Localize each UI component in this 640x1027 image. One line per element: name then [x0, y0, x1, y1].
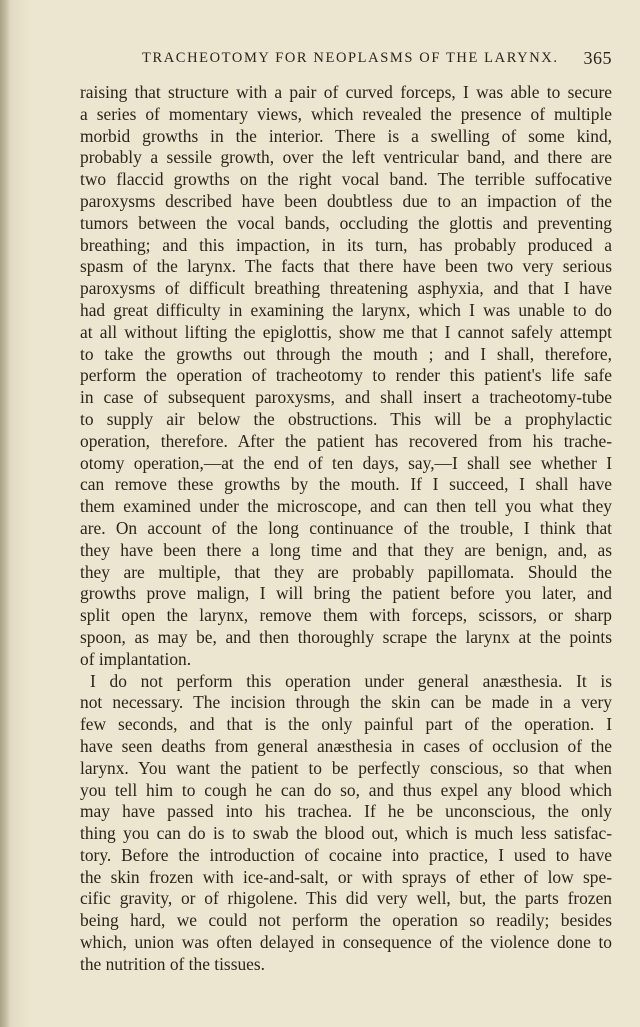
text-line: to supply air below the obstructions. This will be a prophylactic: [80, 408, 612, 429]
text-line: thing you can do is to swab the blood out, which is much less satisfac-: [80, 823, 612, 844]
text-line: paroxysms of difficult breathing threatening asphyxia, and that I have: [80, 278, 612, 299]
text-line: being hard, we could not perform the operation so readily; besides: [80, 910, 612, 931]
text-line: which, union was often delayed in consequence of the violence done to: [80, 932, 612, 953]
text-line: probably a sessile growth, over the left ventricular band, and there are: [80, 147, 612, 168]
text-line: tory. Before the introduction of cocaine into practice, I used to have: [80, 844, 612, 865]
text-line: to take the growths out through the mouth ; and I shall, therefore,: [80, 343, 612, 364]
text-line: cific gravity, or of rhigolene. This did very well, but, the parts frozen: [80, 888, 612, 909]
text-line: two flaccid growths on the right vocal band. The terrible suffocative: [80, 169, 612, 190]
text-line: raising that structure with a pair of curved forceps, I was able to secure: [80, 82, 612, 102]
text-line: of implantation.: [80, 648, 192, 669]
text-line: breathing; and this impaction, in its turn, has probably produced a: [80, 234, 612, 255]
text-line: split open the larynx, remove them with forceps, scissors, or sharp: [80, 605, 612, 626]
text-line: in case of subsequent paroxysms, and shall insert a tracheotomy-tube: [80, 387, 612, 408]
text-line: growths prove malign, I will bring the patient before you later, and: [80, 583, 612, 604]
text-line: spasm of the larynx. The facts that there have been two very serious: [80, 256, 612, 277]
text-line: they have been there a long time and that they are benign, and, as: [80, 539, 612, 560]
text-line: at all without lifting the epiglottis, show me that I cannot safely attempt: [80, 321, 612, 342]
text-line: morbid growths in the interior. There is a swelling of some kind,: [80, 125, 612, 146]
text-line: spoon, as may be, and then thoroughly scrape the larynx at the points: [80, 626, 612, 647]
text-line: the skin frozen with ice-and-salt, or with sprays of ether of low spe-: [80, 866, 612, 887]
page-spine-edge: [0, 0, 10, 1027]
text-line: a series of momentary views, which revealed the presence of multiple: [80, 103, 612, 124]
text-line: otomy operation,—at the end of ten days, say,—I shall see whether I: [80, 452, 612, 473]
text-line: they are multiple, that they are probably papillomata. Should the: [80, 561, 612, 582]
text-line: had great difficulty in examining the larynx, which I was unable to do: [80, 299, 612, 320]
running-head: [80, 50, 612, 72]
text-line: the nutrition of the tissues.: [80, 953, 265, 974]
text-line: you tell him to cough he can do so, and thus expel any blood which: [80, 779, 612, 800]
text-line: larynx. You want the patient to be perfectly conscious, so that when: [80, 757, 612, 778]
text-line: tumors between the vocal bands, occluding the glottis and preventing: [80, 212, 612, 233]
text-line: paroxysms described have been doubtless due to an impaction of the: [80, 190, 612, 211]
body-text: [80, 82, 612, 976]
page-number: 365: [583, 48, 612, 68]
text-line: have seen deaths from general anæsthesia in cases of occlusion of the: [80, 735, 612, 756]
text-line: not necessary. The incision through the skin can be made in a very: [80, 692, 612, 713]
text-line: operation, therefore. After the patient has recovered from his trache-: [80, 430, 612, 451]
running-head-title: TRACHEOTOMY FOR NEOPLASMS OF THE LARYNX.: [142, 50, 559, 66]
text-line: perform the operation of tracheotomy to render this patient's life safe: [80, 365, 612, 386]
text-line: few seconds, and that is the only painful part of the operation. I: [80, 714, 612, 735]
text-line: can remove these growths by the mouth. If I succeed, I shall have: [80, 474, 612, 495]
text-line: them examined under the microscope, and can then tell you what they: [80, 496, 612, 517]
text-line: are. On account of the long continuance of the trouble, I think that: [80, 517, 612, 538]
text-line: may have passed into his trachea. If he be unconscious, the only: [80, 801, 612, 822]
text-line: I do not perform this operation under general anæsthesia. It is: [90, 670, 612, 691]
